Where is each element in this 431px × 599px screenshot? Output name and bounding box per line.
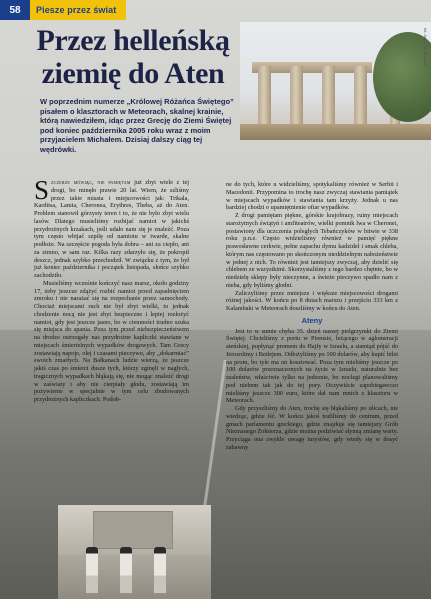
opening-paragraph: [34, 175, 189, 280]
guard-figure: [154, 547, 166, 593]
body-paragraph: Jest to w sumie chyba 35. dzień naszej pielgrzymki do Ziemi Świętej. Chcieliśmy z portu w Pireusie, leżącego w aglomeracji ateńskiej, popłynąć promem do Hajfy w Izraelu, a stamtąd pójść do Jerozolimy i Betlejem. Odłożyliśmy po 100 dolarów, aby kupić bilet na prom, bo tyle ma on kosztować. Poza tym mieliśmy jeszcze po 100 dolarów przeznaczonych na życie w Izraelu, naturalnie bez szaleństw, właściwie tylko na jedzenie, bo noclegi planowaliśmy pod niebem tak jak do tej pory. Oczywiście zapobiegawczo mieliśmy jeszcze 300 euro, które dał nam mnich z klasztoru w Meteorach.: [226, 327, 398, 405]
opening-smallcaps: zczerze mówiąc, nie pamiętam: [51, 179, 131, 186]
column-shape: [354, 66, 367, 128]
ground-shape: [240, 124, 431, 140]
lead-text: W poprzednim numerze „Królowej Różańca Świętego” pisałem o klasztorach w Meteorach, skalnej krainie, którą nawiedziłem, idąc przez Grecję do Ziemi Świętej pod koniec października 2005 roku wraz z moim przyjacielem Michałem. Dzisiaj dalszy ciąg tej wędrówki.: [40, 97, 234, 154]
lead-paragraph: [40, 97, 234, 154]
paragraph-text: już zbyt wiele z tej drogi, bo minęło prawie 20 lat. Wiem, że szliśmy przez takie miasta i miejscowości jak: Trikala, Karditsa, Lamia, Cheronea, Erythres, Theba, aż do Aten. Problem stanowił górzysty teren i to, że nie było zbyt wielu lasów. Dlatego musieliśmy rozbijać namiot w jakichś przydrożnych krzakach, jeśli udało nam się je znaleźć. Poza tym często wbijać szpilę od namiotu w twarde, skalne podłoże. Na szczęście pogoda była dobra – ani za ciepło, ani za zimno, w sam raz. Kilka razy zdarzyło się, że pokropił deszcz, jednak szybko przechodził. W związku z tym, że był już koniec października i początek listopada, słońce szybko zachodziło.: [34, 179, 189, 279]
section-subhead: Ateny: [301, 315, 323, 325]
body-paragraph: ne do tych, które u widzieliśmy, spotykaliśmy również w Serbii i Macedonii. Przypomina to trochę nasz zwyczaj stawiania pamiątek w miejscach wypadków i stawiania tam krzyży. Jednak u nas bardziej chodzi o upamiętnienie ofiar wypadków.: [226, 181, 398, 212]
body-paragraph: Z drogi pamiętam piękne, górskie krajobrazy, ruiny miejscach starożytnych świątyń i amfiteatrów, wielki pomnik lwa w Cheronei, postawiony dla uczczenia poległych Tebańczyków w bitwie w 338 roku p.n.e. Często widzieliśmy również w pamięć piękne prawosławne cerkwie, pełne zapachu dymu kadzideł i smak chleba, którym nas częstowano po skończonym nieddzielnym nabożeństwie w jednej z nich. To również jest tamtejszy zwyczaj, aby dzielić się chlebem ze wszystkimi. Skorzystaliśmy z tego bardzo chętnie, bo w niedzielę sklepy były nieczynne, a świeże pieczywo spadło nam z nieba, gdy byliśmy głodni.: [226, 212, 398, 289]
temple-ruins-photo: [240, 22, 431, 140]
body-paragraph: Musieliśmy wcześnie kończyć nasz marsz, około godziny 17, żeby jeszcze zdążyć rozbić namiot przed zapadnięciem zmroku i nie narażać się na rozpechanie przez samochody. Chociaż miejscami ruch nie był zbyt wielki, to jednak chodzenie nocą nie jest zbyt bezpieczne i lepiej rozłożyć namiot, gdy jest jeszcze jasno, bo w ciemności trudno szuka się miejsca do spania. Poza tym przed niebezpieczeństwem na drodze ostrzegały nas przydrożne kapliczki stawiane w miejscach śmiertelnych wypadków drogowych. Tam Grecy zostawiają napoje, olej i czasami pieczywo, aby „dokarmiać” swoich zmarłych. Na Bałkanach ludzie wierzą, że jeszcze jakiś czas po śmierci dusze tych, którzy zginęli w nagłych, tragicznych wypadkach błąkają się, nie mogąc znaleźć drogi w zaświaty i aby nie cierpiały głodu, zostawiają im pożywienie w specjalnie w tym celu zbudowanych przydrożnych kapliczkach. Podob-: [34, 279, 189, 403]
body-column-right: [226, 181, 398, 452]
column-shape: [258, 66, 271, 128]
page-number: 58: [0, 0, 30, 20]
guard-figure: [86, 547, 98, 593]
guard-change-photo: [58, 505, 211, 599]
section-label: Piesze przez świat: [30, 0, 126, 20]
article-title: Przez helleńską ziemię do Aten: [36, 24, 230, 90]
page-header: [0, 0, 431, 20]
drop-cap: S: [34, 175, 50, 205]
photo-credit: fot. Arch. Wł. Bartosik: [423, 28, 428, 67]
column-shape: [322, 66, 335, 128]
body-paragraph: Zaliczyliśmy przez mniejsze i większe miejscowości drogami różnej jakości. W końcu po 8 dniach marszu i przejściu 333 km z Kalambaki w Meteorach doszliśmy w końcu do Aten.: [226, 289, 398, 312]
column-shape: [290, 66, 303, 128]
body-column-left: [34, 175, 189, 404]
guard-figure: [120, 547, 132, 593]
body-paragraph: Gdy przyszliśmy do Aten, trochę się błąkaliśmy po ulicach, nie wiedząc, gdzie iść. W końcu jakoś trafiliśmy do centrum, przed gmach parlamentu greckiego, gdzie znajduje się tamtejszy Grób Nieznanego Żołnierza, gdzie można podziwiać słynną zmianę warty. Przyciąga ona zwykle uwagę turystów, gdy wtedy się w dosyć zabawny: [226, 405, 398, 451]
frieze-shape: [93, 511, 173, 549]
